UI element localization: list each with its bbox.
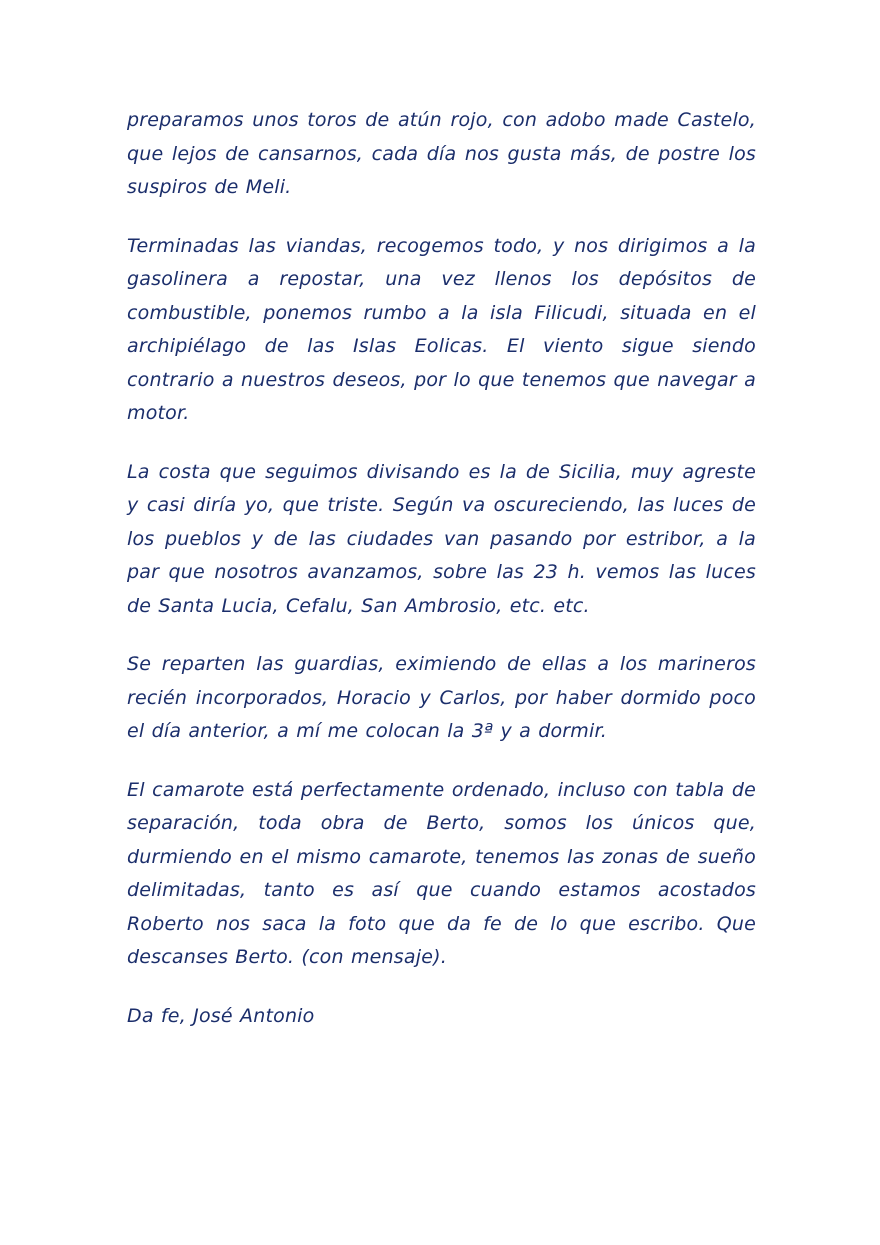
paragraph-sicily-coast: La costa que seguimos divisando es la de Sicilia, muy agreste y casi diría yo, que triste. Según va oscureciendo, las luces de los pueblos y de las ciudades van pasando por estribor, a la par que nosotros avanzamos, sobre las 23 h. vemos las luces de Santa Lucia, Cefalu, San Ambrosio, etc. etc.: [127, 460, 756, 617]
paragraph-cabin: El camarote está perfectamente ordenado, incluso con tabla de separación, toda obra de Berto, somos los únicos que, durmiendo en el mismo camarote, tenemos las zonas de sueño delimitadas, tanto es así que cuando estamos acostados Roberto nos saca la foto que da fe de lo que escribo. Que descanses Berto. (con mensaje).: [127, 778, 756, 968]
paragraph-night-watches: Se reparten las guardias, eximiendo de ellas a los marineros recién incorporados, Horacio y Carlos, por haber dormido poco el día anterior, a mí me colocan la 3ª y a dormir.: [127, 653, 756, 742]
signature-line: Da fe, José Antonio: [127, 1004, 315, 1027]
paragraph-departure: Terminadas las viandas, recogemos todo, y nos dirigimos a la gasolinera a repostar, una vez llenos los depósitos de combustible, ponemos rumbo a la isla Filicudi, situada en el archipiélago de las Islas Eolicas. El viento sigue siendo contrario a nuestros deseos, por lo que tenemos que navegar a motor.: [127, 234, 756, 424]
paragraph-lunch: preparamos unos toros de atún rojo, con adobo made Castelo, que lejos de cansarnos, cada día nos gusta más, de postre los suspiros de Meli.: [127, 109, 756, 198]
document-body: [127, 104, 756, 1033]
